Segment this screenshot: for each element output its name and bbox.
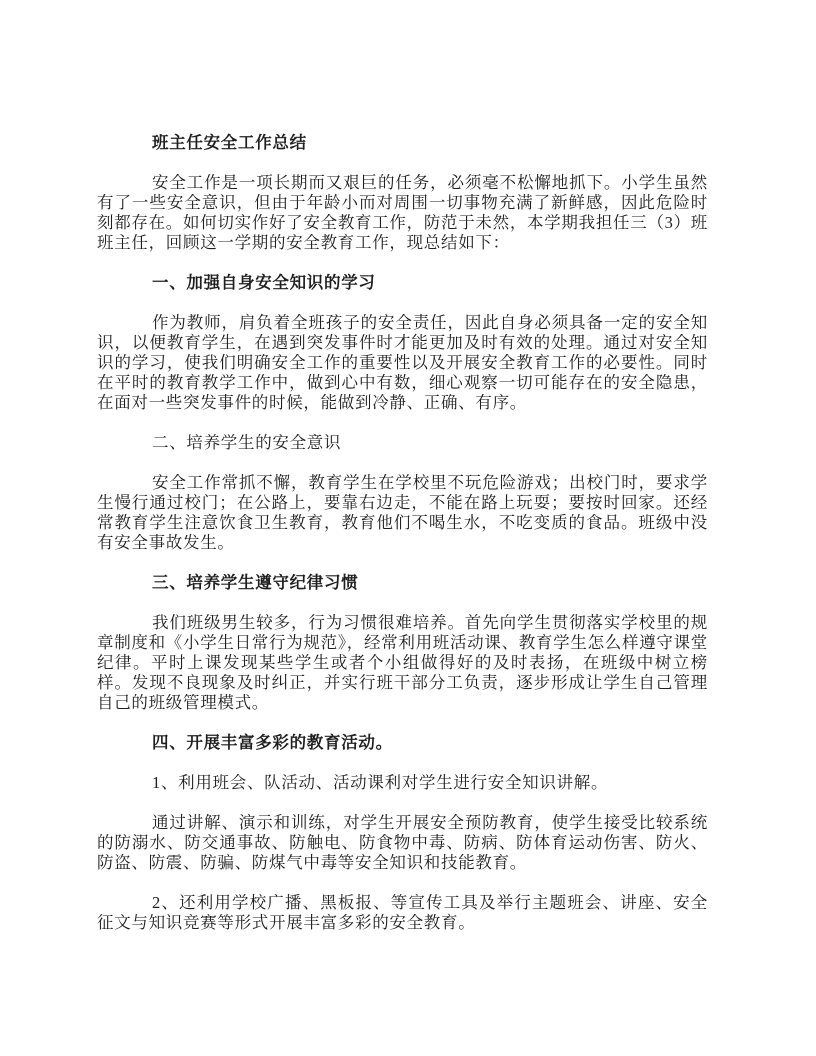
list-item-2: 2、还利用学校广播、黑板报、等宣传工具及举行主题班会、讲座、安全征文与知识竞赛等形式开展丰富多彩的安全教育。	[97, 893, 708, 932]
paragraph-section-3: 我们班级男生较多，行为习惯很难培养。首先向学生贯彻落实学校里的规章制度和《小学生日常行为规范》，经常利用班活动课、教育学生怎么样遵守课堂纪律。平时上课发现某些学生或者个小组做得好的及时表扬，在班级中树立榜样。发现不良现象及时纠正，并实行班干部分工负责，逐步形成让学生自己管理自己的班级管理模式。	[97, 613, 708, 712]
list-item-1: 1、利用班会、队活动、活动课利对学生进行安全知识讲解。	[152, 773, 609, 792]
document-title: 班主任安全工作总结	[152, 133, 307, 152]
section-heading-4: 四、开展丰富多彩的教育活动。	[152, 733, 393, 752]
paragraph-intro: 安全工作是一项长期而又艰巨的任务，必须毫不松懈地抓下。小学生虽然有了一些安全意识，但由于年龄小而对周围一切事物充满了新鲜感，因此危险时刻都存在。如何切实作好了安全教育工作，防范于未然，本学期我担任三（3）班班主任，回顾这一学期的安全教育工作，现总结如下：	[97, 173, 708, 252]
paragraph-section-1: 作为教师，肩负着全班孩子的安全责任，因此自身必须具备一定的安全知识，以便教育学生，在遇到突发事件时才能更加及时有效的处理。通过对安全知识的学习，使我们明确安全工作的重要性以及开展安全教育工作的必要性。同时在平时的教育教学工作中，做到心中有数，细心观察一切可能存在的安全隐患，在面对一些突发事件的时候，能做到冷静、正确、有序。	[97, 313, 708, 412]
section-heading-1: 一、加强自身安全知识的学习	[152, 273, 376, 292]
paragraph-section-2: 安全工作常抓不懈，教育学生在学校里不玩危险游戏；出校门时，要求学生慢行通过校门；在公路上，要靠右边走，不能在路上玩耍；要按时回家。还经常教育学生注意饮食卫生教育，教育他们不喝生水，不吃变质的食品。班级中没有安全事故发生。	[97, 473, 708, 552]
paragraph-section-4: 通过讲解、演示和训练，对学生开展安全预防教育，使学生接受比较系统的防溺水、防交通事故、防触电、防食物中毒、防病、防体育运动伤害、防火、防盗、防震、防骗、防煤气中毒等安全知识和技能教育。	[97, 813, 708, 872]
section-heading-3: 三、培养学生遵守纪律习惯	[152, 573, 359, 592]
section-heading-2: 二、培养学生的安全意识	[152, 433, 342, 452]
document-content	[97, 133, 708, 953]
